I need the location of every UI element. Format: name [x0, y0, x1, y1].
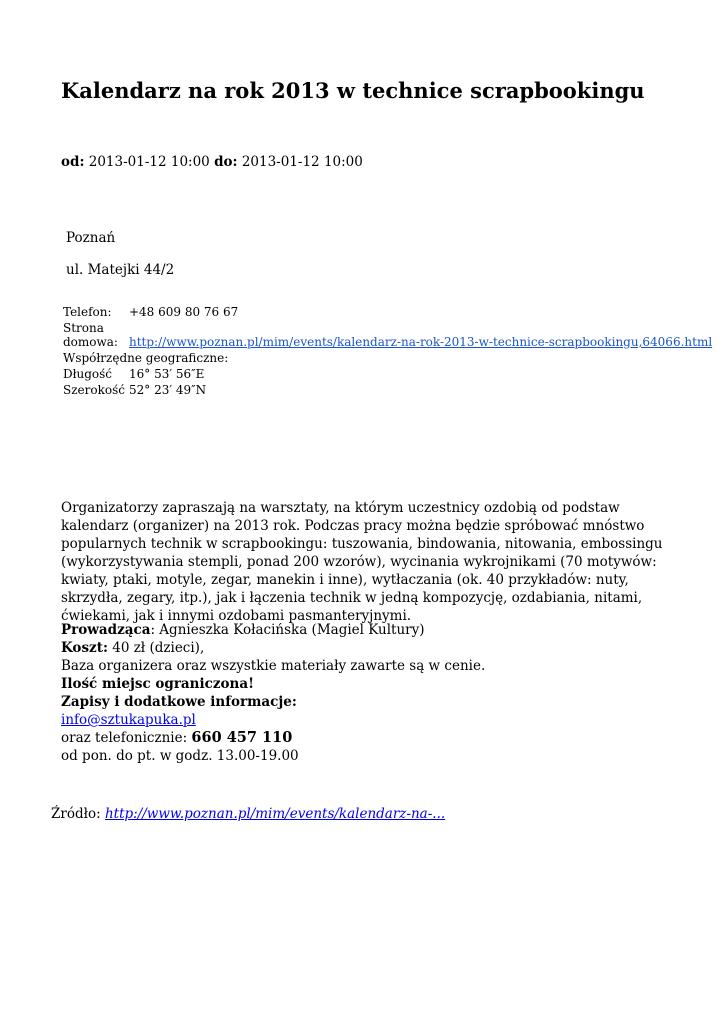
event-details — [61, 621, 485, 765]
host-value: : Agnieszka Kołacińska (Magiel Kultury) — [150, 622, 425, 638]
latitude-label: Szerokość — [63, 383, 125, 397]
source-link[interactable]: http://www.poznan.pl/mim/events/kalendarz-na-... — [104, 806, 446, 822]
phone-prefix: oraz telefonicznie: — [61, 730, 192, 746]
website-label — [61, 320, 127, 350]
booking-phone: 660 457 110 — [191, 729, 293, 746]
phone-value: +48 609 80 76 67 — [128, 305, 239, 319]
website-label-line2: domowa: — [63, 335, 118, 349]
cost-line — [61, 639, 485, 657]
source-label: Źródło: — [51, 806, 105, 822]
cost-value: 40 zł (dzieci), — [107, 640, 205, 656]
phone-row — [61, 304, 714, 320]
hours-line: od pon. do pt. w godz. 13.00-19.00 — [61, 748, 299, 764]
longitude-row — [61, 366, 714, 382]
website-label-line1: Strona — [63, 321, 104, 335]
event-description: Organizatorzy zapraszają na warsztaty, na którym uczestnicy ozdobią od podstaw kalendarz (organizer) na 2013 rok. Podczas pracy można będzie spróbować mnóstwo popularnych technik w scrapbookingu: tuszowania, bindowania, nitowania, embossingu (wykorzystywania stempli, ponad 200 wzorów), wycinania wykrojnikami (70 motywów: kwiaty, ptaki, motyle, zegar, manekin i inne), wytłaczania (ok. 40 przykładów: nuty, skrzydła, zegary, itp.), jak i łączenia technik w jedną kompozycję, ozdabiania, nitami, ćwiekami, jak i innymi ozdobami pasmanteryjnymi. — [61, 500, 663, 624]
host-line — [61, 621, 485, 639]
email-link[interactable]: info@sztukapuka.pl — [61, 712, 196, 728]
limited-places: Ilość miejsc ograniczona! — [61, 676, 255, 692]
base-info: Baza organizera oraz wszystkie materiały zawarte są w cenie. — [61, 658, 486, 674]
longitude-value: 16° 53′ 56″E — [128, 367, 205, 381]
limited-places-line — [61, 675, 485, 693]
cost-label: Koszt: — [61, 640, 108, 656]
location-street: ul. Matejki 44/2 — [66, 262, 175, 278]
location-city: Poznań — [66, 230, 116, 246]
phone-label: Telefon: — [63, 305, 112, 319]
date-to-value: 2013-01-12 10:00 — [241, 154, 363, 170]
signup-line — [61, 693, 485, 711]
latitude-row — [61, 382, 714, 398]
phone-line — [61, 729, 485, 747]
longitude-label: Długość — [63, 367, 113, 381]
date-from-value: 2013-01-12 10:00 — [88, 154, 210, 170]
website-cell — [127, 320, 714, 350]
contact-info-table — [61, 304, 714, 398]
source-line — [51, 806, 445, 822]
event-dates — [61, 154, 363, 170]
geo-row — [61, 350, 714, 366]
geo-label: Współrzędne geograficzne: — [63, 351, 229, 365]
email-line — [61, 711, 485, 729]
date-from-label: od: — [61, 154, 85, 170]
website-row — [61, 320, 714, 350]
date-to-label: do: — [214, 154, 238, 170]
latitude-value: 52° 23′ 49″N — [128, 383, 207, 397]
website-link[interactable]: http://www.poznan.pl/mim/events/kalendarz-na-rok-2013-w-technice-scrapbookingu,64066.html — [128, 335, 713, 349]
host-label: Prowadząca — [61, 622, 151, 638]
signup-heading: Zapisy i dodatkowe informacje: — [61, 694, 297, 710]
page-title: Kalendarz na rok 2013 w technice scrapbookingu — [61, 78, 645, 103]
